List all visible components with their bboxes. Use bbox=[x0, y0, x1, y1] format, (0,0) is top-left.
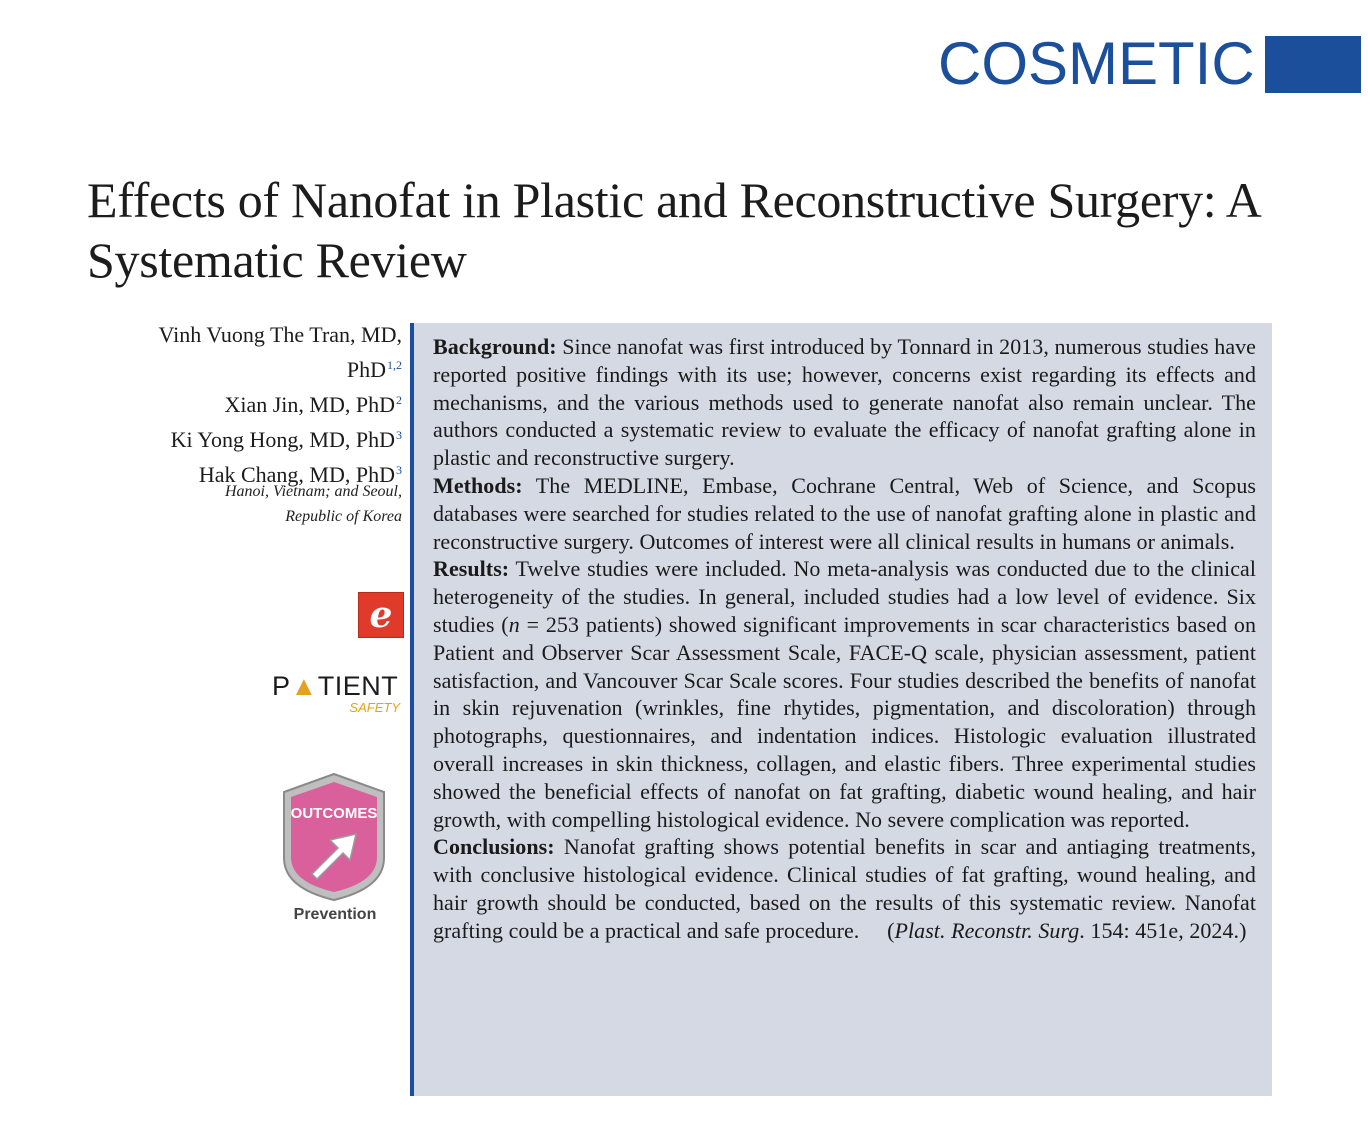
section-label: COSMETIC bbox=[938, 30, 1255, 97]
author-line: Vinh Vuong The Tran, MD, bbox=[158, 322, 402, 347]
safety-label: SAFETY bbox=[349, 700, 400, 715]
affiliation-superscript: 1,2 bbox=[387, 358, 402, 372]
author-line: Ki Yong Hong, MD, PhD$^3$ bbox=[170, 427, 402, 452]
author-list bbox=[62, 320, 402, 490]
article-title: Effects of Nanofat in Plastic and Reconstructive Surgery: A Systematic Review bbox=[87, 172, 1259, 288]
affiliation-superscript: 3 bbox=[396, 463, 402, 477]
citation: (Plast. Reconstr. Surg. 154: 451e, 2024.) bbox=[887, 917, 1247, 943]
abstract-methods: Methods: The MEDLINE, Embase, Cochrane Central, Web of Science, and Scopus databases were searched for studies related to the use of nanofat grafting alone in plastic and reconstructive surgery. Outcomes of interest were all clinical results in humans or animals. bbox=[433, 472, 1256, 554]
abstract-results: Results: Twelve studies were included. No meta-analysis was conducted due to the clinical heterogeneity of the studies. In general, included studies had a low level of evidence. Six studies (n = 253 patients) showed significant improvements in scar characteristics based on Patient and Observer Scar Assessment Scale, FACE-Q scale, physician assessment, patient satisfaction, and Vancouver Scar Scale scores. Four studies described the benefits of nanofat in skin rejuvenation (wrinkles, fine rhytides, pigmentation, and discoloration) through photographs, questionnaires, and indentation indices. Histologic evaluation illustrated overall increases in skin thickness, collagen, and elastic fibers. Three experimental studies showed the beneficial effects of nanofat on fat grafting, diabetic wound healing, and hair growth, with compelling histological evidence. No severe complication was reported. bbox=[433, 556, 1257, 832]
section-header bbox=[938, 30, 1361, 97]
prevention-label: Prevention bbox=[293, 906, 377, 923]
methods-heading: Methods: bbox=[433, 472, 523, 498]
e-icon: e bbox=[358, 592, 404, 638]
patient-safety-wordmark: P▲TIENT bbox=[272, 671, 399, 701]
author-line: Hak Chang, MD, PhD$^3$ bbox=[198, 462, 402, 487]
abstract-box bbox=[410, 323, 1272, 1096]
outcomes-label: OUTCOMES bbox=[290, 805, 378, 822]
conclusions-heading: Conclusions: bbox=[433, 834, 555, 860]
background-heading: Background: bbox=[433, 334, 557, 359]
affiliation-superscript: 2 bbox=[396, 393, 402, 407]
results-heading: Results: bbox=[433, 556, 510, 582]
affiliation: Hanoi, Vietnam; and Seoul, Republic of Korea bbox=[224, 483, 402, 525]
triangle-icon: ▲ bbox=[290, 671, 318, 701]
section-color-bar bbox=[1265, 36, 1361, 93]
affiliation-superscript: 3 bbox=[396, 428, 402, 442]
abstract-background: Background: Since nanofat was first introduced by Tonnard in 2013, numerous studies have reported positive findings with its use; however, concerns exist regarding its effects and mechanisms, and the various methods used to generate nanofat also remain unclear. The authors conducted a systematic review to evaluate the efficacy of nanofat grafting alone in plastic and reconstructive surgery. bbox=[433, 334, 1256, 471]
author-line: Xian Jin, MD, PhD$^2$ bbox=[224, 392, 402, 417]
author-line: PhD$^{1,2}$ bbox=[346, 357, 402, 382]
abstract-conclusions: Conclusions: Nanofat grafting shows potential benefits in scar and antiaging treatments, with conclusive histological evidence. Clinical studies of fat grafting, wound healing, and hair growth should be conducted, based on the results of this systematic review. Nanofat grafting could be a practical and safe procedure. (Plast. Reconstr. Surg. 154: 451e, 2024.) bbox=[433, 834, 1256, 943]
patient-safety-logo bbox=[272, 672, 402, 715]
shield-fill bbox=[291, 782, 377, 892]
